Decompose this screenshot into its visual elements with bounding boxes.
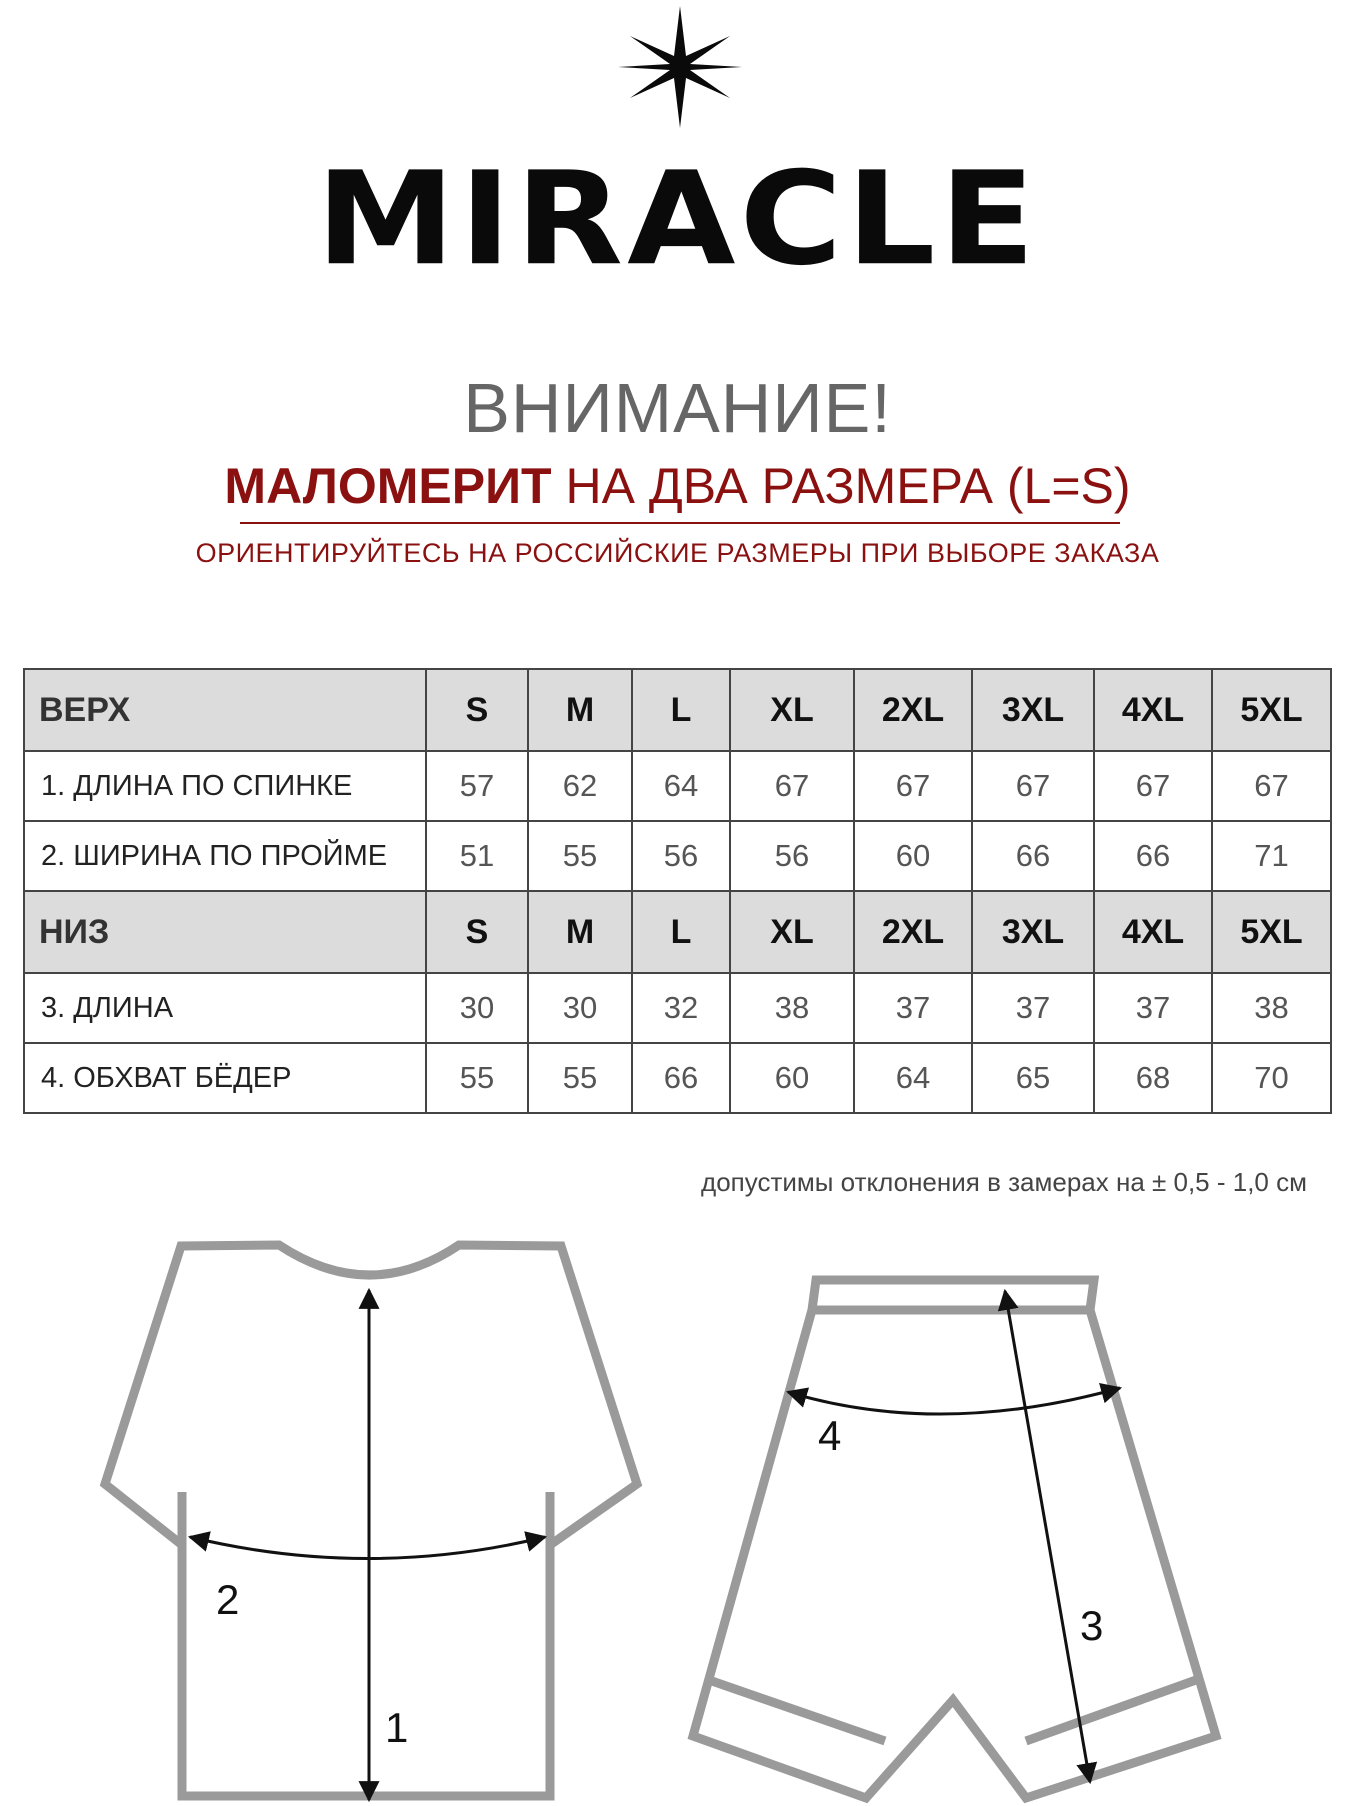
size-warning-rest: НА ДВА РАЗМЕРА (L=S) [565,458,1131,514]
divider [240,522,1120,524]
size-header: 5XL [1212,891,1331,973]
star-icon [618,6,742,128]
table-cell: 56 [730,821,854,891]
table-row [24,1043,1331,1113]
table-cell: 30 [528,973,632,1043]
row-label: 4. ОБХВАТ БЁДЕР [24,1043,426,1113]
size-header: 2XL [854,669,972,751]
table-cell: 70 [1212,1043,1331,1113]
table-cell: 56 [632,821,730,891]
hip-arrow [788,1388,1120,1414]
size-header: XL [730,669,854,751]
size-header: L [632,891,730,973]
attention-heading: ВНИМАНИЕ! [463,369,892,447]
table-header-top [24,669,1331,751]
row-label: 1. ДЛИНА ПО СПИНКЕ [24,751,426,821]
label-4: 4 [818,1412,842,1459]
inseam-arrow [1005,1291,1090,1782]
table-cell: 66 [1094,821,1212,891]
size-warning-bold: МАЛОМЕРИТ [224,458,552,514]
brand-logo: MIRACLE [315,144,1040,295]
section-title: НИЗ [24,891,426,973]
size-header: M [528,669,632,751]
table-row [24,821,1331,891]
table-cell: 38 [730,973,854,1043]
size-header: 3XL [972,891,1094,973]
table-cell: 55 [528,821,632,891]
size-instruction: ОРИЕНТИРУЙТЕСЬ НА РОССИЙСКИЕ РАЗМЕРЫ ПРИ ВЫБОРЕ ЗАКАЗА [195,538,1160,568]
table-cell: 65 [972,1043,1094,1113]
size-header: 4XL [1094,891,1212,973]
row-label: 2. ШИРИНА ПО ПРОЙМЕ [24,821,426,891]
table-row [24,973,1331,1043]
size-header: L [632,669,730,751]
shorts-outline [693,1280,1216,1798]
table-cell: 37 [854,973,972,1043]
table-cell: 32 [632,973,730,1043]
table-cell: 30 [426,973,528,1043]
table-cell: 57 [426,751,528,821]
table-cell: 71 [1212,821,1331,891]
table-cell: 60 [730,1043,854,1113]
tolerance-note: допустимы отклонения в замерах на ± 0,5 - 1,0 см [701,1167,1307,1197]
size-header: 3XL [972,669,1094,751]
table-cell: 37 [972,973,1094,1043]
table-cell: 60 [854,821,972,891]
table-header-bottom [24,891,1331,973]
label-2: 2 [216,1576,240,1623]
table-cell: 67 [972,751,1094,821]
size-header: 4XL [1094,669,1212,751]
table-cell: 37 [1094,973,1212,1043]
table-cell: 66 [972,821,1094,891]
table-cell: 55 [426,1043,528,1113]
table-row [24,751,1331,821]
table-cell: 64 [854,1043,972,1113]
row-label: 3. ДЛИНА [24,973,426,1043]
size-header: 2XL [854,891,972,973]
label-3: 3 [1080,1602,1104,1649]
table-cell: 66 [632,1043,730,1113]
size-warning [0,456,1355,516]
label-1: 1 [385,1704,409,1751]
tshirt-outline [105,1245,637,1796]
measurement-diagram [0,1220,1355,1806]
table-cell: 67 [1094,751,1212,821]
table-cell: 55 [528,1043,632,1113]
table-cell: 51 [426,821,528,891]
table-cell: 62 [528,751,632,821]
table-cell: 67 [854,751,972,821]
size-header: M [528,891,632,973]
table-cell: 68 [1094,1043,1212,1113]
table-cell: 67 [1212,751,1331,821]
size-header: 5XL [1212,669,1331,751]
table-cell: 38 [1212,973,1331,1043]
size-header: S [426,669,528,751]
section-title: ВЕРХ [24,669,426,751]
table-cell: 67 [730,751,854,821]
size-table [23,668,1332,1114]
table-cell: 64 [632,751,730,821]
size-header: XL [730,891,854,973]
size-header: S [426,891,528,973]
